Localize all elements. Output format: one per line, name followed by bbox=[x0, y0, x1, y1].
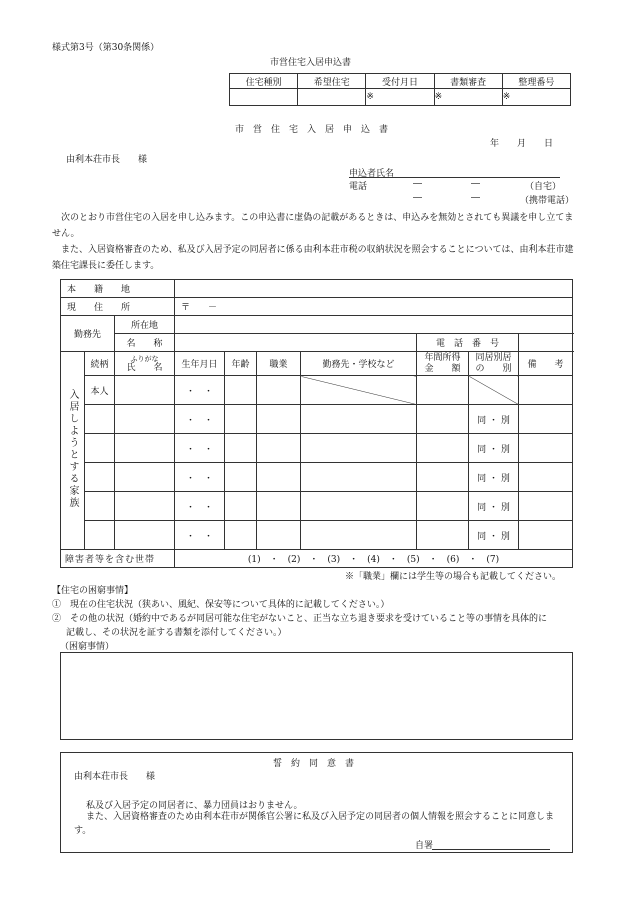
family-side-text: 入居しようとする家族 bbox=[67, 389, 78, 509]
member-name[interactable] bbox=[115, 463, 175, 492]
applicant-name-line[interactable] bbox=[349, 177, 560, 178]
reception-header: 住宅種別 bbox=[230, 74, 298, 89]
disability-options[interactable]: (1) ・ (2) ・ (3) ・ (4) ・ (5) ・ (6) ・ (7) bbox=[175, 550, 573, 568]
member-name[interactable] bbox=[115, 521, 175, 550]
member-workplace[interactable] bbox=[301, 405, 417, 434]
member-cohabit[interactable]: 同 ・ 別 bbox=[469, 492, 519, 521]
address-text: 現 住 所 bbox=[67, 303, 131, 313]
member-relation[interactable] bbox=[85, 463, 115, 492]
honseki-input[interactable] bbox=[175, 280, 573, 298]
disability-label bbox=[61, 550, 175, 568]
top-title: 市営住宅入居申込書 bbox=[270, 58, 352, 68]
footnote: ※「職業」欄には学生等の場合も記載してください。 bbox=[345, 572, 562, 582]
oath-line-2: また、入居資格審査のため由利本荘市が関係官公署に私及び入居予定の同居者の個人情報を照会することに同意します。 bbox=[74, 812, 555, 836]
member-birth[interactable]: ・ ・ bbox=[175, 405, 225, 434]
reception-header: 書類審査 bbox=[434, 74, 502, 89]
age-header: 年齢 bbox=[225, 352, 257, 376]
page-title: 市営住宅入居申込書 bbox=[235, 125, 398, 135]
phone-dash: ― bbox=[471, 179, 480, 189]
member-age[interactable] bbox=[225, 405, 257, 434]
application-table bbox=[60, 279, 573, 568]
member-note[interactable] bbox=[519, 405, 573, 434]
note-header: 備 考 bbox=[519, 352, 573, 376]
member-job[interactable] bbox=[257, 376, 301, 405]
office-mark: ※ bbox=[434, 92, 443, 102]
income-header bbox=[417, 352, 469, 376]
relation-header: 続柄 bbox=[85, 352, 115, 376]
workplace-header: 勤務先・学校など bbox=[301, 352, 417, 376]
member-cohabit[interactable]: 同 ・ 別 bbox=[469, 463, 519, 492]
member-job[interactable] bbox=[257, 492, 301, 521]
name-header-text: 氏 名 bbox=[126, 362, 163, 373]
member-birth[interactable]: ・ ・ bbox=[175, 376, 225, 405]
member-cohabit[interactable]: 同 ・ 別 bbox=[469, 405, 519, 434]
reception-cell-review bbox=[434, 89, 502, 106]
member-relation[interactable] bbox=[85, 521, 115, 550]
member-income[interactable] bbox=[417, 405, 469, 434]
phone-number-label: 電 話 番 号 bbox=[417, 334, 519, 352]
member-job[interactable] bbox=[257, 521, 301, 550]
member-note[interactable] bbox=[519, 521, 573, 550]
phone-label: 電話 bbox=[349, 182, 368, 192]
member-income[interactable] bbox=[417, 492, 469, 521]
phone-number-input[interactable] bbox=[519, 334, 573, 352]
birth-header: 生年月日 bbox=[175, 352, 225, 376]
member-note[interactable] bbox=[519, 434, 573, 463]
addressee: 由利本荘市長 様 bbox=[66, 155, 148, 165]
workplace-label: 勤務先 bbox=[61, 316, 115, 352]
member-cohabit[interactable]: 同 ・ 別 bbox=[469, 434, 519, 463]
member-age[interactable] bbox=[225, 463, 257, 492]
signature-line[interactable] bbox=[432, 849, 550, 850]
family-side-label bbox=[61, 352, 85, 550]
workplace-name-input[interactable] bbox=[175, 334, 417, 352]
member-birth[interactable]: ・ ・ bbox=[175, 521, 225, 550]
office-mark: ※ bbox=[502, 92, 511, 102]
reception-header: 受付月日 bbox=[366, 74, 434, 89]
member-job[interactable] bbox=[257, 434, 301, 463]
member-note[interactable] bbox=[519, 463, 573, 492]
intro-paragraph: 次のとおり市営住宅の入居を申し込みます。この申込書に虚偽の記載があるときは、申込みを無効とされても異議を申し立てません。 bbox=[52, 213, 574, 239]
member-workplace[interactable] bbox=[301, 521, 417, 550]
member-workplace-diag bbox=[301, 376, 417, 405]
honseki-text: 本 籍 地 bbox=[67, 285, 131, 295]
member-workplace[interactable] bbox=[301, 492, 417, 521]
address-input[interactable] bbox=[175, 298, 573, 316]
member-age[interactable] bbox=[225, 434, 257, 463]
hardship-textarea[interactable] bbox=[60, 652, 573, 740]
member-age[interactable] bbox=[225, 376, 257, 405]
signature-label: 自署 bbox=[415, 841, 434, 851]
honseki-label bbox=[61, 280, 175, 298]
hardship-item-1: ① 現在の住宅状況（狭あい、風紀、保安等について具体的に記載してください。） bbox=[52, 600, 390, 610]
reception-header: 希望住宅 bbox=[298, 74, 366, 89]
member-name[interactable] bbox=[115, 492, 175, 521]
member-relation[interactable] bbox=[85, 405, 115, 434]
phone-dash: ― bbox=[471, 193, 480, 203]
member-income[interactable] bbox=[417, 521, 469, 550]
reception-cell-type[interactable] bbox=[230, 89, 298, 106]
member-job[interactable] bbox=[257, 463, 301, 492]
hardship-item-2: ② その他の状況（婚約中であるが同居可能な住宅がないこと、正当な立ち退き要求を受けていること等の事情を具体的に bbox=[52, 614, 548, 624]
hardship-box-label: （困窮事情） bbox=[60, 642, 115, 652]
member-relation[interactable] bbox=[85, 492, 115, 521]
address-label bbox=[61, 298, 175, 316]
hardship-item-2-cont: 記載し、その状況を証する書類を添付してください。） bbox=[66, 628, 287, 638]
phone-dash: ― bbox=[413, 179, 422, 189]
member-cohabit[interactable]: 同 ・ 別 bbox=[469, 521, 519, 550]
relation-self: 本人 bbox=[85, 376, 115, 405]
income-header-1: 年間所得 bbox=[424, 352, 461, 363]
form-number: 様式第3号（第30条関係） bbox=[52, 43, 160, 53]
member-note[interactable] bbox=[519, 492, 573, 521]
cohabit-header-1: 同居別居 bbox=[475, 352, 512, 363]
member-income[interactable] bbox=[417, 463, 469, 492]
oath-addressee: 由利本荘市長 様 bbox=[74, 772, 156, 782]
reception-cell-number bbox=[502, 89, 570, 106]
furigana-header: ふりがな bbox=[130, 354, 159, 363]
member-relation[interactable] bbox=[85, 434, 115, 463]
member-income[interactable] bbox=[417, 434, 469, 463]
name-header bbox=[115, 352, 175, 376]
member-name[interactable] bbox=[115, 405, 175, 434]
applicant-name-label: 申込者氏名 bbox=[349, 169, 395, 179]
job-header: 職業 bbox=[257, 352, 301, 376]
member-birth[interactable]: ・ ・ bbox=[175, 492, 225, 521]
cohabit-header bbox=[469, 352, 519, 376]
cohabit-header-2: の 別 bbox=[475, 363, 512, 374]
member-job[interactable] bbox=[257, 405, 301, 434]
member-income[interactable] bbox=[417, 376, 469, 405]
hardship-title: 【住宅の困窮事情】 bbox=[52, 586, 134, 596]
disability-label-text: 障害者等を含む世帯 bbox=[65, 555, 156, 565]
member-note[interactable] bbox=[519, 376, 573, 405]
phone-dash: ― bbox=[413, 193, 422, 203]
oath-line-1: 私及び入居予定の同居者に、暴力団員はおりません。 bbox=[86, 801, 303, 811]
workplace-location-label: 所在地 bbox=[115, 316, 175, 334]
member-workplace[interactable] bbox=[301, 463, 417, 492]
mobile-phone-label: （携帯電話） bbox=[520, 196, 575, 206]
member-birth[interactable]: ・ ・ bbox=[175, 434, 225, 463]
workplace-name-label: 名 称 bbox=[115, 334, 175, 352]
postal-mark: 〒 － bbox=[181, 303, 218, 313]
member-age[interactable] bbox=[225, 521, 257, 550]
member-workplace[interactable] bbox=[301, 434, 417, 463]
intro-paragraph: また、入居資格審査のため、私及び入居予定の同居者に係る由利本荘市税の収納状況を照会することについては、由利本荘市建築住宅課長に委任します。 bbox=[52, 245, 574, 271]
member-name[interactable] bbox=[115, 376, 175, 405]
member-age[interactable] bbox=[225, 492, 257, 521]
member-birth[interactable]: ・ ・ bbox=[175, 463, 225, 492]
income-header-2: 金 額 bbox=[424, 363, 461, 374]
member-cohabit-diag bbox=[469, 376, 519, 405]
office-mark: ※ bbox=[366, 92, 374, 102]
home-phone-label: （自宅） bbox=[525, 182, 562, 192]
workplace-location-input[interactable] bbox=[175, 316, 573, 334]
date-field[interactable]: 年 月 日 bbox=[490, 139, 554, 149]
reception-table bbox=[229, 73, 571, 106]
reception-cell-desired[interactable] bbox=[298, 89, 366, 106]
reception-cell-received bbox=[366, 89, 434, 106]
member-name[interactable] bbox=[115, 434, 175, 463]
oath-title: 誓約同意書 bbox=[273, 759, 364, 769]
reception-header: 整理番号 bbox=[502, 74, 570, 89]
